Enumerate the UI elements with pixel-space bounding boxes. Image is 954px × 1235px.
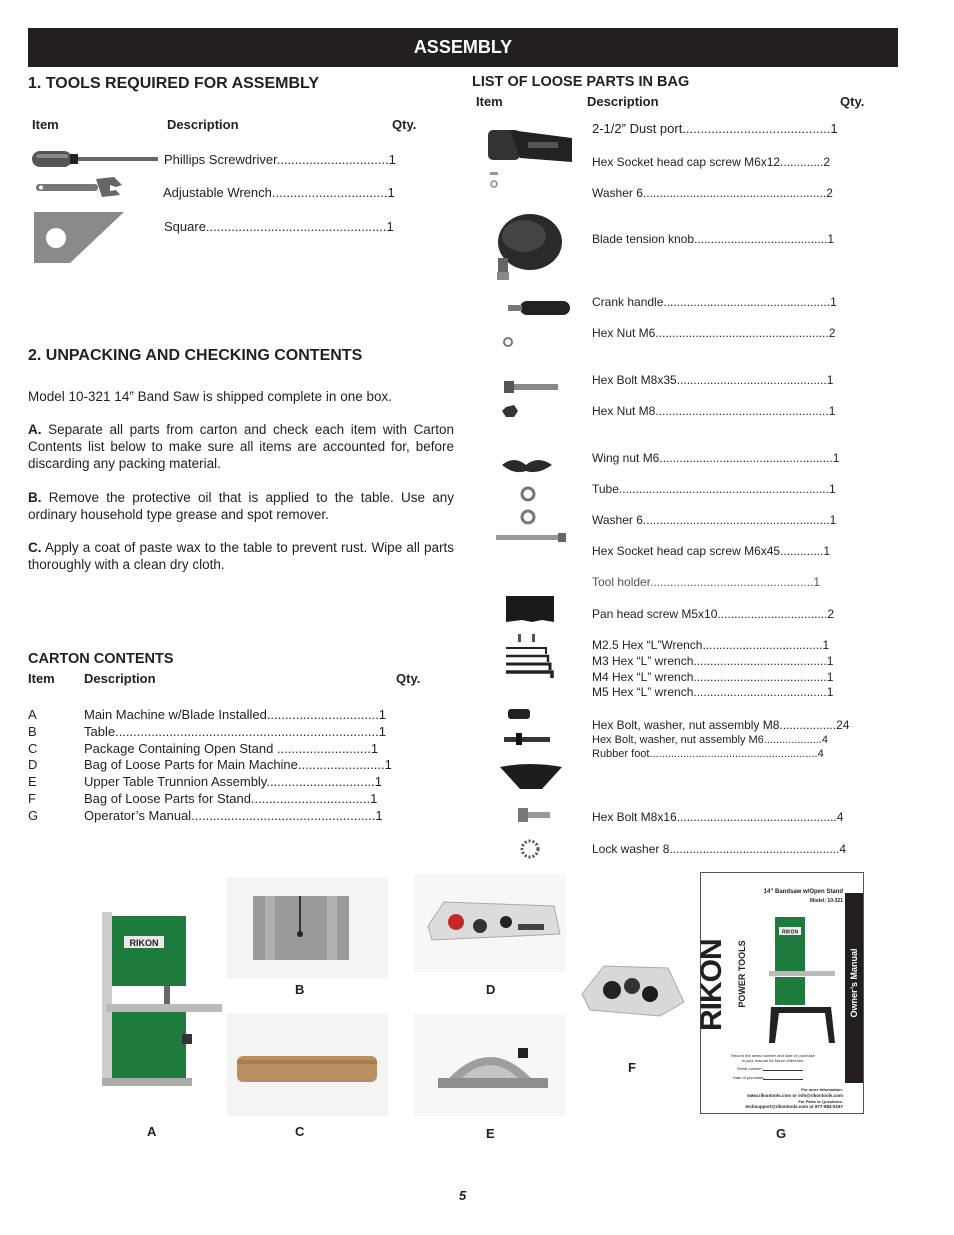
step-c-text: Apply a coat of paste wax to the table to prevent rust. Wipe all parts thoroughly with a clean dry cloth.: [28, 540, 454, 572]
carton-desc-b: Table.........................................................................1: [84, 724, 386, 739]
step-c: [28, 539, 454, 573]
manual-side-text: Owner’s Manual: [849, 948, 859, 1018]
loose-row-tube: Tube...............................................................1: [592, 482, 836, 496]
loose-row-tension-knob: Blade tension knob........................................1: [592, 232, 835, 246]
loose-heading: LIST OF LOOSE PARTS IN BAG: [472, 74, 690, 90]
machine-badge-text: RIKON: [129, 938, 159, 948]
tools-col-qty: Qty.: [392, 117, 417, 132]
step-a-key: A.: [28, 422, 42, 437]
step-a: [28, 421, 454, 472]
carton-item-c: C: [28, 741, 38, 756]
carton-item-e: E: [28, 774, 37, 789]
tool-row-square: Square..................................................1: [164, 219, 394, 234]
tension-knob-image: [488, 210, 568, 285]
manual-cover: [695, 872, 864, 1114]
carton-item-f: F: [28, 791, 36, 806]
figure-label-a: A: [147, 1124, 157, 1139]
trunnion-assembly-image: [414, 1014, 566, 1116]
loose-row-m5-wrench: M5 Hex “L” wrench........................................1: [592, 685, 834, 699]
manual-bandsaw-image: [767, 913, 843, 1047]
step-a-text: Separate all parts from carton and check each item with Carton Contents list below to make sure all items are accounted for, before discarding any packing material.: [28, 422, 454, 471]
loose-row-cap-screw-m6x45: Hex Socket head cap screw M6x45.............1: [592, 544, 831, 558]
tools-heading: 1. TOOLS REQUIRED FOR ASSEMBLY: [28, 75, 320, 92]
loose-row-washer-6: Washer 6.......................................................2: [592, 186, 833, 200]
manual-parts-label: For Parts or Questions:: [798, 1099, 843, 1104]
unpacking-heading: 2. UNPACKING AND CHECKING CONTENTS: [28, 347, 363, 364]
figure-label-c: C: [295, 1124, 305, 1139]
manual-side-bar: [845, 893, 863, 1083]
loose-row-hex-nut-m6: Hex Nut M6....................................................2: [592, 326, 836, 340]
manual-serial-label: Serial number:: [737, 1066, 764, 1071]
screwdriver-image: [30, 148, 160, 170]
manual-date-line: [763, 1079, 803, 1080]
carton-item-a: A: [28, 707, 37, 722]
loose-row-m2-5-wrench: M2.5 Hex “L”Wrench....................................1: [592, 638, 830, 652]
loose-col-item: Item: [476, 94, 503, 109]
loose-col-desc: Description: [587, 94, 659, 109]
section-header: ASSEMBLY: [28, 28, 898, 67]
loose-row-bolt-assembly-m8: Hex Bolt, washer, nut assembly M8.................24: [592, 718, 850, 732]
loose-row-m4-wrench: M4 Hex “L” wrench........................................1: [592, 670, 834, 684]
manual-serial-line: [763, 1070, 803, 1071]
unpacking-intro: Model 10-321 14” Band Saw is shipped complete in one box.: [28, 389, 392, 404]
carton-desc-d: Bag of Loose Parts for Main Machine........................1: [84, 757, 392, 772]
loose-row-wing-nut-m6: Wing nut M6....................................................1: [592, 451, 840, 465]
tool-row-wrench: Adjustable Wrench................................1: [163, 185, 395, 200]
loose-row-crank-handle: Crank handle..................................................1: [592, 295, 837, 309]
wing-nut-washer-screw-image: [494, 455, 574, 545]
carton-item-g: G: [28, 808, 39, 823]
tool-row-screwdriver: Phillips Screwdriver...............................1: [164, 152, 396, 167]
tools-col-desc: Description: [167, 117, 239, 132]
manual-info-label: For more Information:: [801, 1087, 843, 1092]
figure-label-g: G: [776, 1126, 787, 1141]
manual-machine-badge: RIKON: [781, 929, 799, 936]
loose-row-hex-bolt-m8x35: Hex Bolt M8x35.............................................1: [592, 373, 834, 387]
carton-desc-f: Bag of Loose Parts for Stand.................................1: [84, 791, 378, 806]
parts-bag-main-image: [414, 874, 566, 972]
tool-holder-wrenches-image: [502, 592, 562, 682]
page-number: 5: [459, 1188, 467, 1203]
crank-handle-image: [496, 295, 576, 350]
manual-date-label: Date of purchase:: [733, 1075, 765, 1080]
loose-row-cap-screw-m6x12: Hex Socket head cap screw M6x12.............2: [592, 155, 831, 169]
loose-row-pan-head-screw: Pan head screw M5x10.................................2: [592, 607, 835, 621]
figure-label-f: F: [628, 1060, 636, 1075]
loose-row-bolt-assembly-m6: Hex Bolt, washer, nut assembly M6...................4: [592, 734, 828, 746]
bandsaw-image: [98, 908, 223, 1090]
adjustable-wrench-image: [32, 175, 124, 199]
loose-row-hex-nut-m8: Hex Nut M8....................................................1: [592, 404, 836, 418]
carton-desc-g: Operator’s Manual...................................................1: [84, 808, 383, 823]
rikon-logo: RIKON: [695, 939, 728, 1031]
carton-desc-a: Main Machine w/Blade Installed...............................1: [84, 707, 387, 722]
loose-col-qty: Qty.: [840, 94, 865, 109]
bolt-assembly-rubber-foot-image: [498, 705, 568, 795]
figure-label-b: B: [295, 982, 305, 997]
tools-col-item: Item: [32, 117, 59, 132]
step-b-text: Remove the protective oil that is applied to the table. Use any ordinary household type grease and spot remover.: [28, 490, 454, 522]
manual-title: 14” Bandsaw w/Open Stand: [763, 889, 843, 895]
loose-row-washer-6b: Washer 6........................................................1: [592, 513, 837, 527]
carton-col-item: Item: [28, 671, 55, 686]
carton-heading: CARTON CONTENTS: [28, 651, 174, 667]
step-c-key: C.: [28, 540, 42, 555]
loose-row-dust-port: 2-1/2” Dust port.........................................1: [592, 121, 838, 136]
carton-col-qty: Qty.: [396, 671, 421, 686]
manual-model: Model: 10-321: [809, 898, 843, 904]
bolt-m8x16-lockwasher-image: [516, 806, 556, 861]
manual-web: www.rikontools.com or info@rikontools.com: [747, 1093, 843, 1098]
step-b: [28, 489, 454, 523]
square-tool-image: [34, 210, 126, 265]
carton-item-d: D: [28, 757, 38, 772]
parts-bag-stand-image: [576, 958, 688, 1020]
loose-row-hex-bolt-m8x16: Hex Bolt M8x16................................................4: [592, 810, 844, 824]
manual-record-note: Record the serial number and date of purchase in your manual for future reference.: [731, 1053, 815, 1063]
hex-bolt-m8x35-image: [500, 375, 562, 420]
loose-row-lock-washer-8: Lock washer 8...................................................4: [592, 842, 847, 856]
carton-desc-c: Package Containing Open Stand ..........................1: [84, 741, 379, 756]
manual-support: techsupport@rikontools.com or 877-884-5167: [745, 1104, 843, 1109]
table-image: [227, 878, 388, 978]
stand-package-image: [227, 1014, 388, 1116]
carton-desc-e: Upper Table Trunnion Assembly..............................1: [84, 774, 382, 789]
carton-col-desc: Description: [84, 671, 156, 686]
carton-item-b: B: [28, 724, 37, 739]
loose-row-m3-wrench: M3 Hex “L” wrench........................................1: [592, 654, 834, 668]
loose-row-tool-holder: Tool holder.................................................1: [592, 575, 821, 589]
figure-label-e: E: [486, 1126, 495, 1141]
step-b-key: B.: [28, 490, 42, 505]
figure-label-d: D: [486, 982, 496, 997]
loose-row-rubber-foot: Rubber foot.......................................................4: [592, 748, 824, 760]
dust-port-image: [480, 120, 580, 195]
power-tools-text: POWER TOOLS: [737, 940, 747, 1008]
